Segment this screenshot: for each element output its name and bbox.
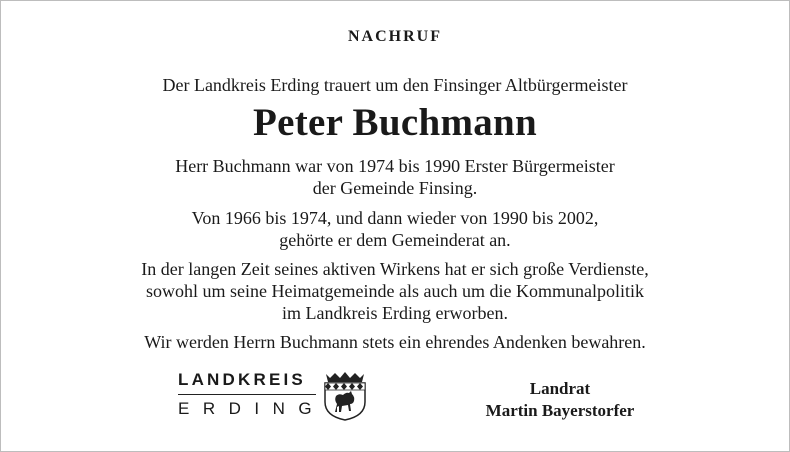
text-line: In der langen Zeit seines aktiven Wirkens hat er sich große Verdienste, (141, 259, 649, 279)
logo-word-landkreis: LANDKREIS (178, 370, 306, 389)
signature-title: Landrat (529, 379, 591, 398)
paragraph-council (0, 207, 790, 251)
text-line: gehörte er dem Gemeinderat an. (279, 230, 511, 250)
signature-name: Martin Bayerstorfer (485, 401, 635, 420)
logo-word-erding: ERDING (178, 399, 326, 418)
text-line: sowohl um seine Heimatgemeinde als auch um die Kommunalpolitik (146, 281, 644, 301)
coat-of-arms-icon (320, 370, 370, 422)
text-line: Von 1966 bis 1974, und dann wieder von 1990 bis 2002, (191, 208, 599, 228)
logo-divider (178, 394, 316, 395)
closing-line: Wir werden Herrn Buchmann stets ein ehrendes Andenken bewahren. (144, 332, 646, 352)
text-line: der Gemeinde Finsing. (312, 178, 478, 198)
intro-line: Der Landkreis Erding trauert um den Finsinger Altbürgermeister (162, 75, 628, 95)
signature-block (470, 378, 650, 422)
paragraph-merits (0, 258, 790, 324)
text-line: im Landkreis Erding erworben. (282, 303, 508, 323)
deceased-name: Peter Buchmann (252, 101, 538, 144)
notice-heading: NACHRUF (348, 28, 442, 45)
text-line: Herr Buchmann war von 1974 bis 1990 Erster Bürgermeister (175, 156, 615, 176)
paragraph-career (0, 155, 790, 199)
landkreis-erding-logo (178, 370, 378, 422)
